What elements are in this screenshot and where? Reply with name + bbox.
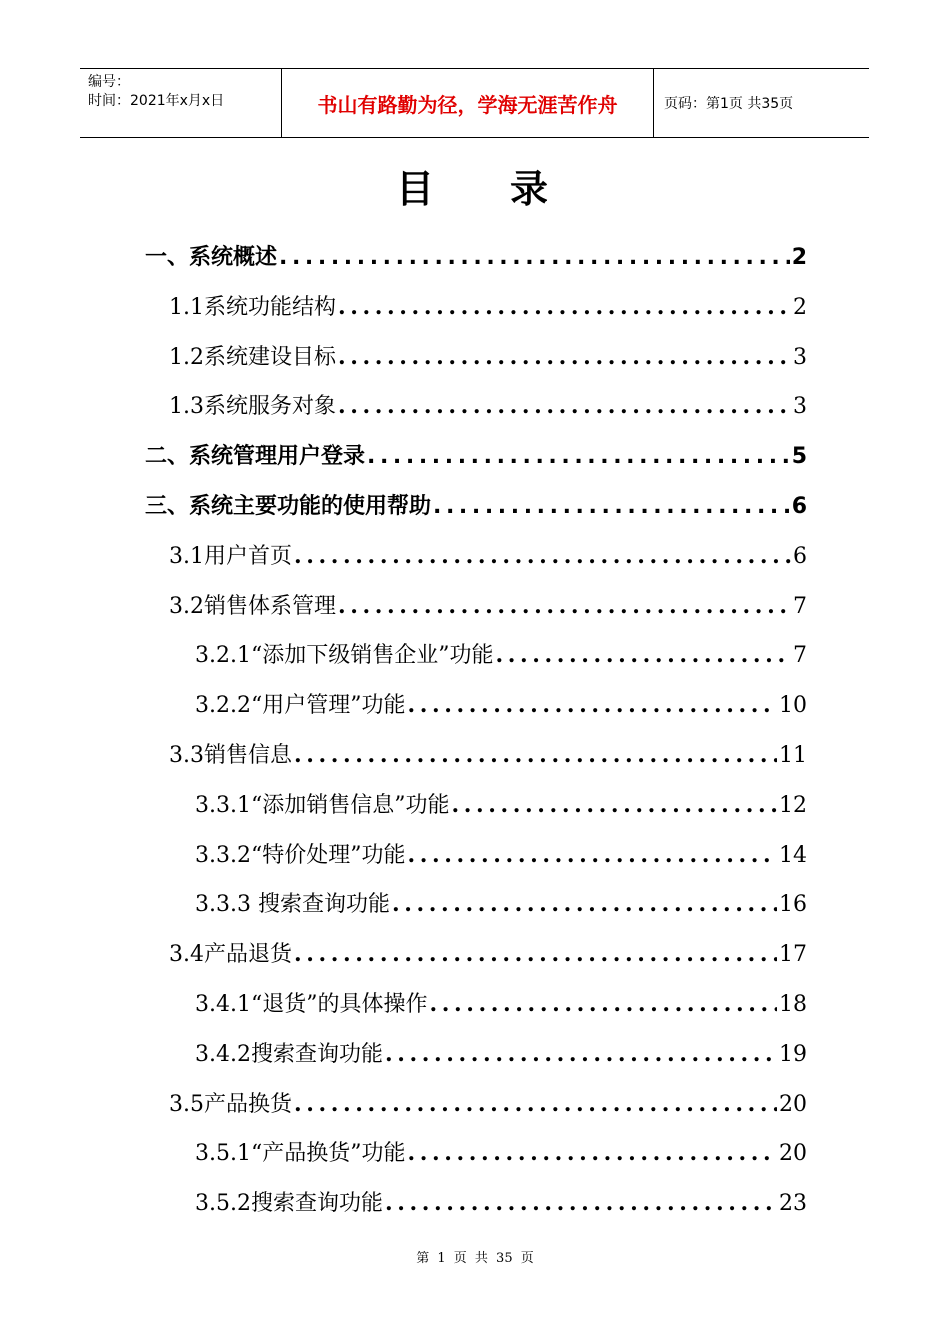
toc-leader-dots	[495, 642, 791, 668]
toc-entry-page: 3	[793, 394, 807, 420]
toc-entry-page: 20	[779, 1091, 807, 1117]
toc-entry-title: 3.5产品换货	[169, 1091, 292, 1117]
toc-entry-title: 3.3.1“添加销售信息”功能	[195, 792, 450, 818]
toc-leader-dots	[433, 494, 790, 519]
toc-leader-dots	[338, 593, 791, 619]
toc-entry-title: 二、系统管理用户登录	[145, 444, 366, 470]
toc-entry[interactable]	[195, 688, 807, 724]
toc-entry-page: 3	[793, 344, 807, 370]
header-page-info: 页码：第1页 共35页	[664, 96, 794, 112]
toc-entry-page: 19	[779, 1041, 807, 1067]
toc-leader-dots	[338, 294, 791, 320]
toc-entry-page: 10	[779, 693, 807, 719]
toc-entry-title: 一、系统概述	[145, 245, 278, 270]
toc-entry[interactable]	[195, 887, 807, 923]
toc-entry-title: 3.4.2搜索查询功能	[195, 1041, 383, 1067]
toc-entry[interactable]	[169, 937, 807, 973]
toc-leader-dots	[279, 245, 790, 270]
toc-entry-title: 1.1系统功能结构	[169, 294, 336, 320]
toc-entry-title: 3.1用户首页	[169, 543, 292, 569]
toc-leader-dots	[367, 444, 790, 469]
toc-leader-dots	[407, 692, 777, 718]
toc-entry[interactable]	[169, 389, 807, 425]
toc-entry-page: 18	[779, 992, 807, 1017]
toc-leader-dots	[338, 344, 791, 370]
toc-entry[interactable]	[145, 439, 807, 475]
toc-entry-title: 3.5.2搜索查询功能	[195, 1191, 383, 1217]
toc-entry-page: 14	[779, 842, 807, 868]
toc-entry-title: 三、系统主要功能的使用帮助	[145, 494, 432, 519]
toc-entry-page: 6	[791, 494, 807, 519]
toc-entry-page: 6	[793, 543, 807, 569]
toc-entry[interactable]	[169, 290, 807, 326]
toc-leader-dots	[294, 742, 777, 768]
toc-entry[interactable]	[195, 1136, 807, 1172]
toc-entry[interactable]	[169, 738, 807, 774]
toc-entry-title: 3.3销售信息	[169, 743, 292, 768]
toc-title: 目录	[395, 167, 624, 211]
toc-entry-page: 16	[779, 892, 807, 918]
toc-entry-title: 3.3.2“特价处理”功能	[195, 842, 406, 868]
toc-leader-dots	[294, 1091, 777, 1117]
toc-entry[interactable]	[169, 340, 807, 376]
toc-entry[interactable]	[145, 489, 807, 525]
toc-entry[interactable]	[145, 240, 807, 276]
toc-leader-dots	[429, 991, 777, 1017]
toc-entry-page: 20	[779, 1141, 807, 1167]
toc-entry-page: 2	[791, 245, 807, 270]
toc-leader-dots	[385, 1041, 777, 1067]
toc-entry-page: 2	[793, 294, 807, 320]
toc-entry-title: 3.2.1“添加下级销售企业”功能	[195, 643, 494, 669]
toc-entry-title: 3.4.1“退货”的具体操作	[195, 992, 428, 1017]
toc-entry[interactable]	[195, 1037, 807, 1073]
number-label: 编号：	[88, 74, 130, 90]
toc-entry-page: 11	[779, 743, 807, 768]
toc-leader-dots	[294, 941, 777, 967]
toc-leader-dots	[294, 543, 791, 569]
toc-leader-dots	[451, 792, 777, 818]
toc-entry[interactable]	[195, 987, 807, 1023]
toc-leader-dots	[407, 842, 777, 868]
toc-entry[interactable]	[169, 1087, 807, 1123]
toc-entry-page: 7	[793, 593, 807, 619]
toc-entry[interactable]	[195, 838, 807, 874]
toc-entry[interactable]	[195, 638, 807, 674]
toc-entry-page: 5	[791, 444, 807, 470]
toc-entry-title: 3.3.3 搜索查询功能	[195, 892, 390, 918]
toc-leader-dots	[407, 1140, 777, 1166]
toc-entry-title: 1.3系统服务对象	[169, 394, 336, 420]
toc-leader-dots	[338, 393, 791, 419]
toc-entry[interactable]	[169, 539, 807, 575]
toc-entry[interactable]	[195, 788, 807, 824]
toc-entry-title: 3.4产品退货	[169, 942, 292, 968]
toc-leader-dots	[392, 891, 777, 917]
toc-entry-title: 3.2销售体系管理	[169, 593, 336, 619]
time-label: 时间：2021年x月x日	[88, 93, 225, 109]
toc-entry-page: 17	[779, 942, 807, 968]
toc-entry[interactable]	[195, 1186, 807, 1222]
toc-entry-page: 12	[779, 792, 807, 818]
header-motto: 书山有路勤为径，学海无涯苦作舟	[282, 69, 654, 137]
page-footer: 第 1 页 共 35 页	[416, 1251, 534, 1266]
toc-entry-title: 3.2.2“用户管理”功能	[195, 693, 406, 719]
toc-entry[interactable]	[169, 589, 807, 625]
toc-entry-page: 23	[779, 1191, 807, 1217]
page-header	[80, 68, 869, 138]
toc-entry-title: 3.5.1“产品换货”功能	[195, 1141, 406, 1167]
toc-entry-page: 7	[793, 643, 807, 669]
header-meta	[80, 69, 282, 137]
toc-entry-title: 1.2系统建设目标	[169, 344, 336, 370]
toc-leader-dots	[385, 1190, 777, 1216]
